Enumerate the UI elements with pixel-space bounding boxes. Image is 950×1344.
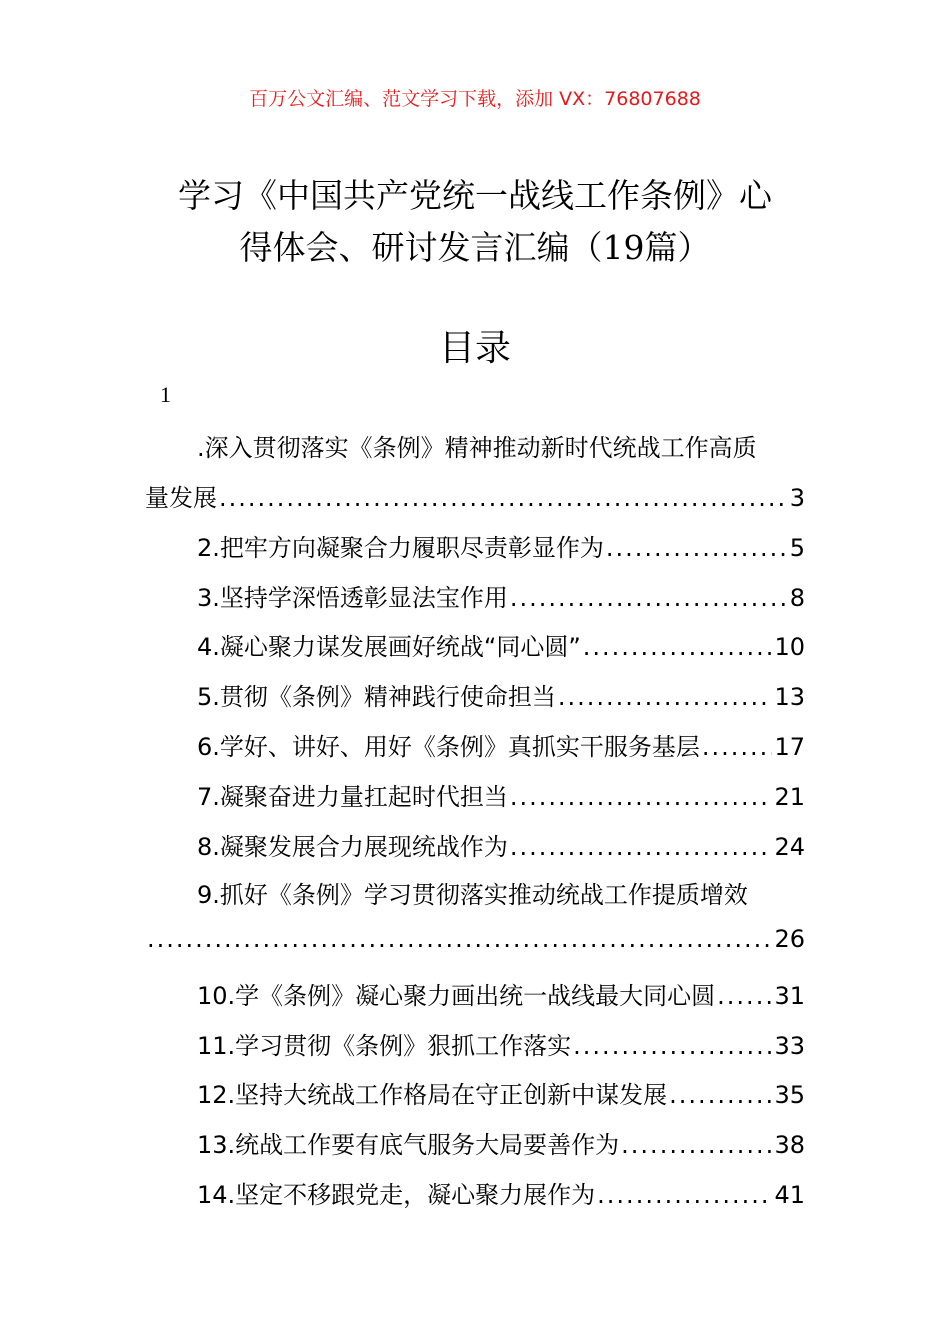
leader-dots <box>510 833 773 861</box>
toc-entry-5[interactable] <box>145 677 805 711</box>
leader-dots <box>606 534 788 562</box>
toc-entry-10-page: 31 <box>774 982 805 1010</box>
toc-entry-3[interactable] <box>145 578 805 612</box>
leader-dots <box>621 1131 772 1159</box>
toc-entry-3-page: 8 <box>789 584 805 612</box>
leader-dots <box>669 1081 772 1109</box>
stray-number: 1 <box>160 382 171 407</box>
toc-entry-7-text: 7.凝聚奋进力量扛起时代担当 <box>197 783 508 811</box>
title-article-count: 19 <box>602 228 645 267</box>
toc-entry-13[interactable] <box>145 1125 805 1159</box>
toc-entry-1[interactable] <box>145 478 805 512</box>
toc-entry-12-text: 12.坚持大统战工作格局在守正创新中谋发展 <box>197 1081 668 1109</box>
leader-dots <box>573 1032 772 1060</box>
toc-heading: 目录 <box>438 328 511 369</box>
toc-entry-6[interactable] <box>145 727 805 761</box>
toc-entry-4-text: 4.凝心聚力谋发展画好统战“同心圆” <box>197 633 581 661</box>
toc-entry-14[interactable] <box>145 1175 805 1209</box>
title-line-1: 学习《中国共产党统一战线工作条例》心 <box>178 176 772 215</box>
toc-entry-12[interactable] <box>145 1075 805 1109</box>
toc-entry-3-text: 3.坚持学深悟透彰显法宝作用 <box>197 584 508 612</box>
leader-dots <box>510 783 773 811</box>
toc-entry-5-page: 13 <box>774 683 805 711</box>
toc-entry-8[interactable] <box>145 827 805 861</box>
toc-entry-4-page: 10 <box>774 633 805 661</box>
toc-entry-4[interactable] <box>145 627 805 661</box>
toc-entry-13-page: 38 <box>774 1131 805 1159</box>
leader-dots <box>558 683 773 711</box>
toc-entry-1-page: 3 <box>789 484 805 512</box>
toc-entry-9-page: 26 <box>774 925 805 953</box>
toc-entry-7-page: 21 <box>774 783 805 811</box>
toc-entry-7[interactable] <box>145 777 805 811</box>
toc-entry-1-line-1[interactable]: .深入贯彻落实《条例》精神推动新时代统战工作高质 <box>197 434 757 462</box>
title-line-2-post: 篇） <box>644 228 711 267</box>
toc-entry-14-text: 14.坚定不移跟党走，凝心聚力展作为 <box>197 1181 596 1209</box>
title-line-2 <box>140 222 810 274</box>
toc-entry-11-page: 33 <box>774 1032 805 1060</box>
toc-entry-6-text: 6.学好、讲好、用好《条例》真抓实干服务基层 <box>197 733 700 761</box>
toc-entry-10-text: 10.学《条例》凝心聚力画出统一战线最大同心圆 <box>197 982 716 1010</box>
toc-entry-2[interactable] <box>145 528 805 562</box>
toc-entry-12-page: 35 <box>774 1081 805 1109</box>
toc-entry-13-text: 13.统战工作要有底气服务大局要善作为 <box>197 1131 620 1159</box>
toc-entry-2-page: 5 <box>789 534 805 562</box>
leader-dots <box>510 584 788 612</box>
title-line-2-pre: 得体会、研讨发言汇编（ <box>239 228 603 267</box>
leader-dots <box>702 733 773 761</box>
toc-entry-9[interactable] <box>145 925 805 959</box>
document-title <box>140 170 810 274</box>
toc-entry-9-line-1[interactable]: 9.抓好《条例》学习贯彻落实推动统战工作提质增效 <box>197 881 748 909</box>
toc-entry-10[interactable] <box>145 976 805 1010</box>
leader-dots <box>147 925 772 953</box>
toc-entry-6-page: 17 <box>774 733 805 761</box>
toc-entry-11-text: 11.学习贯彻《条例》狠抓工作落实 <box>197 1032 572 1060</box>
toc-entry-11[interactable] <box>145 1026 805 1060</box>
leader-dots <box>583 633 773 661</box>
leader-dots <box>597 1181 772 1209</box>
toc-entry-8-text: 8.凝聚发展合力展现统战作为 <box>197 833 508 861</box>
toc-entry-1-line-2: 量发展 <box>145 484 217 512</box>
toc-entry-5-text: 5.贯彻《条例》精神践行使命担当 <box>197 683 556 711</box>
toc-entry-8-page: 24 <box>774 833 805 861</box>
leader-dots <box>219 484 788 512</box>
toc-entry-2-text: 2.把牢方向凝聚合力履职尽责彰显作为 <box>197 534 604 562</box>
watermark-banner: 百万公文汇编、范文学习下载，添加 VX：76807688 <box>249 88 701 110</box>
toc-entry-14-page: 41 <box>774 1181 805 1209</box>
leader-dots <box>717 982 772 1010</box>
